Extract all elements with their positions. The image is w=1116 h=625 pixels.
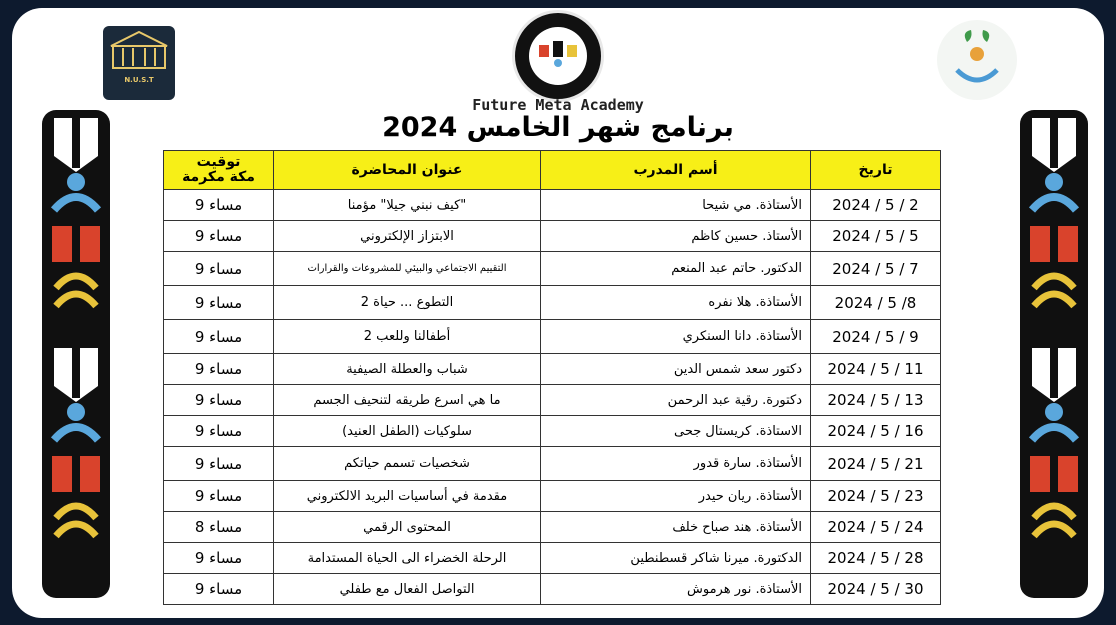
partner-logo bbox=[937, 20, 1017, 100]
row-time: 9 مساء bbox=[164, 543, 274, 574]
header-date: تاريخ bbox=[811, 151, 941, 190]
academy-logo bbox=[512, 10, 604, 102]
table-header-row bbox=[164, 151, 941, 190]
row-trainer: الأستاذة. نور هرموش bbox=[541, 574, 811, 605]
row-trainer: دكتورة. رقية عبد الرحمن bbox=[541, 385, 811, 416]
row-time: 9 مساء bbox=[164, 481, 274, 512]
table-row bbox=[164, 512, 941, 543]
row-lecture: التقييم الاجتماعي والبيئي للمشروعات والقرارات bbox=[274, 252, 541, 286]
row-trainer: الأستاذة. مي شيحا bbox=[541, 190, 811, 221]
row-time: 9 مساء bbox=[164, 221, 274, 252]
table-row bbox=[164, 481, 941, 512]
row-lecture: الرحلة الخضراء الى الحياة المستدامة bbox=[274, 543, 541, 574]
row-trainer: الدكتورة. ميرنا شاكر قسطنطين bbox=[541, 543, 811, 574]
academy-brand: Future Meta Academy bbox=[472, 96, 644, 114]
row-lecture: الابتزاز الإلكتروني bbox=[274, 221, 541, 252]
row-lecture: التطوع ... حياة 2 bbox=[274, 286, 541, 320]
table-row bbox=[164, 190, 941, 221]
row-lecture: ما هي اسرع طريقه لتنحيف الجسم bbox=[274, 385, 541, 416]
row-trainer: دكتور سعد شمس الدين bbox=[541, 354, 811, 385]
row-lecture: مقدمة في أساسيات البريد الالكتروني bbox=[274, 481, 541, 512]
poster-card bbox=[12, 8, 1104, 618]
row-trainer: الأستاذ. حسين كاظم bbox=[541, 221, 811, 252]
row-date: 2024 / 5 / 23 bbox=[811, 481, 941, 512]
row-trainer: الأستاذة. سارة قدور bbox=[541, 447, 811, 481]
row-date: 2024 / 5 / 28 bbox=[811, 543, 941, 574]
row-time: 9 مساء bbox=[164, 354, 274, 385]
row-time: 9 مساء bbox=[164, 447, 274, 481]
header-trainer: أسم المدرب bbox=[541, 151, 811, 190]
row-date: 2024 / 5 / 16 bbox=[811, 416, 941, 447]
row-lecture: شباب والعطلة الصيفية bbox=[274, 354, 541, 385]
row-date: 2024 / 5 / 2 bbox=[811, 190, 941, 221]
row-trainer: الأستاذة. هند صباح خلف bbox=[541, 512, 811, 543]
right-decorative-strip bbox=[1020, 110, 1088, 598]
header-time-line2: مكة مكرمة bbox=[182, 169, 255, 185]
table-row bbox=[164, 221, 941, 252]
academy-emblem-icon bbox=[529, 27, 587, 85]
header-lecture: عنوان المحاضرة bbox=[274, 151, 541, 190]
row-lecture: شخصيات تسمم حياتكم bbox=[274, 447, 541, 481]
row-lecture: سلوكيات (الطفل العنيد) bbox=[274, 416, 541, 447]
table-row bbox=[164, 574, 941, 605]
row-date: 2024 / 5 / 30 bbox=[811, 574, 941, 605]
row-date: 2024 / 5 / 11 bbox=[811, 354, 941, 385]
table-row bbox=[164, 320, 941, 354]
row-lecture: التواصل الفعال مع طفلي bbox=[274, 574, 541, 605]
table-row bbox=[164, 543, 941, 574]
left-decorative-strip bbox=[42, 110, 110, 598]
building-icon bbox=[103, 26, 175, 74]
right-pattern-icon bbox=[1020, 110, 1088, 598]
table-row bbox=[164, 286, 941, 320]
row-lecture: أطفالنا وللعب 2 bbox=[274, 320, 541, 354]
header-time-line1: توقيت bbox=[196, 154, 241, 170]
row-date: 2024 / 5 / 7 bbox=[811, 252, 941, 286]
table-row bbox=[164, 416, 941, 447]
row-trainer: الدكتور. حاتم عبد المنعم bbox=[541, 252, 811, 286]
nust-logo-text: N.U.S.T bbox=[124, 76, 154, 84]
row-time: 9 مساء bbox=[164, 286, 274, 320]
row-date: 2024 / 5 / 13 bbox=[811, 385, 941, 416]
row-time: 9 مساء bbox=[164, 190, 274, 221]
row-time: 9 مساء bbox=[164, 574, 274, 605]
row-lecture: المحتوى الرقمي bbox=[274, 512, 541, 543]
table-row bbox=[164, 354, 941, 385]
nust-logo bbox=[103, 26, 175, 100]
row-trainer: الاستاذة. كريستال جحى bbox=[541, 416, 811, 447]
row-trainer: الأستاذة. هلا نفره bbox=[541, 286, 811, 320]
row-date: 2024 / 5 / 21 bbox=[811, 447, 941, 481]
row-time: 8 مساء bbox=[164, 512, 274, 543]
row-time: 9 مساء bbox=[164, 385, 274, 416]
left-pattern-icon bbox=[42, 110, 110, 598]
hands-leaf-icon bbox=[937, 20, 1017, 100]
row-date: 2024 / 5 / 24 bbox=[811, 512, 941, 543]
row-trainer: الأستاذة. دانا السنكري bbox=[541, 320, 811, 354]
row-trainer: الأستاذة. ريان حيدر bbox=[541, 481, 811, 512]
schedule-table bbox=[163, 150, 941, 605]
page-title: برنامج شهر الخامس 2024 bbox=[382, 112, 734, 143]
row-date: 2024 / 5 / 5 bbox=[811, 221, 941, 252]
table-row bbox=[164, 252, 941, 286]
table-row bbox=[164, 447, 941, 481]
row-time: 9 مساء bbox=[164, 416, 274, 447]
row-date: 2024 / 5 /8 bbox=[811, 286, 941, 320]
header-time bbox=[164, 151, 274, 190]
table-row bbox=[164, 385, 941, 416]
row-lecture: "كيف نبني جيلا" مؤمنا bbox=[274, 190, 541, 221]
row-time: 9 مساء bbox=[164, 252, 274, 286]
row-time: 9 مساء bbox=[164, 320, 274, 354]
row-date: 2024 / 5 / 9 bbox=[811, 320, 941, 354]
